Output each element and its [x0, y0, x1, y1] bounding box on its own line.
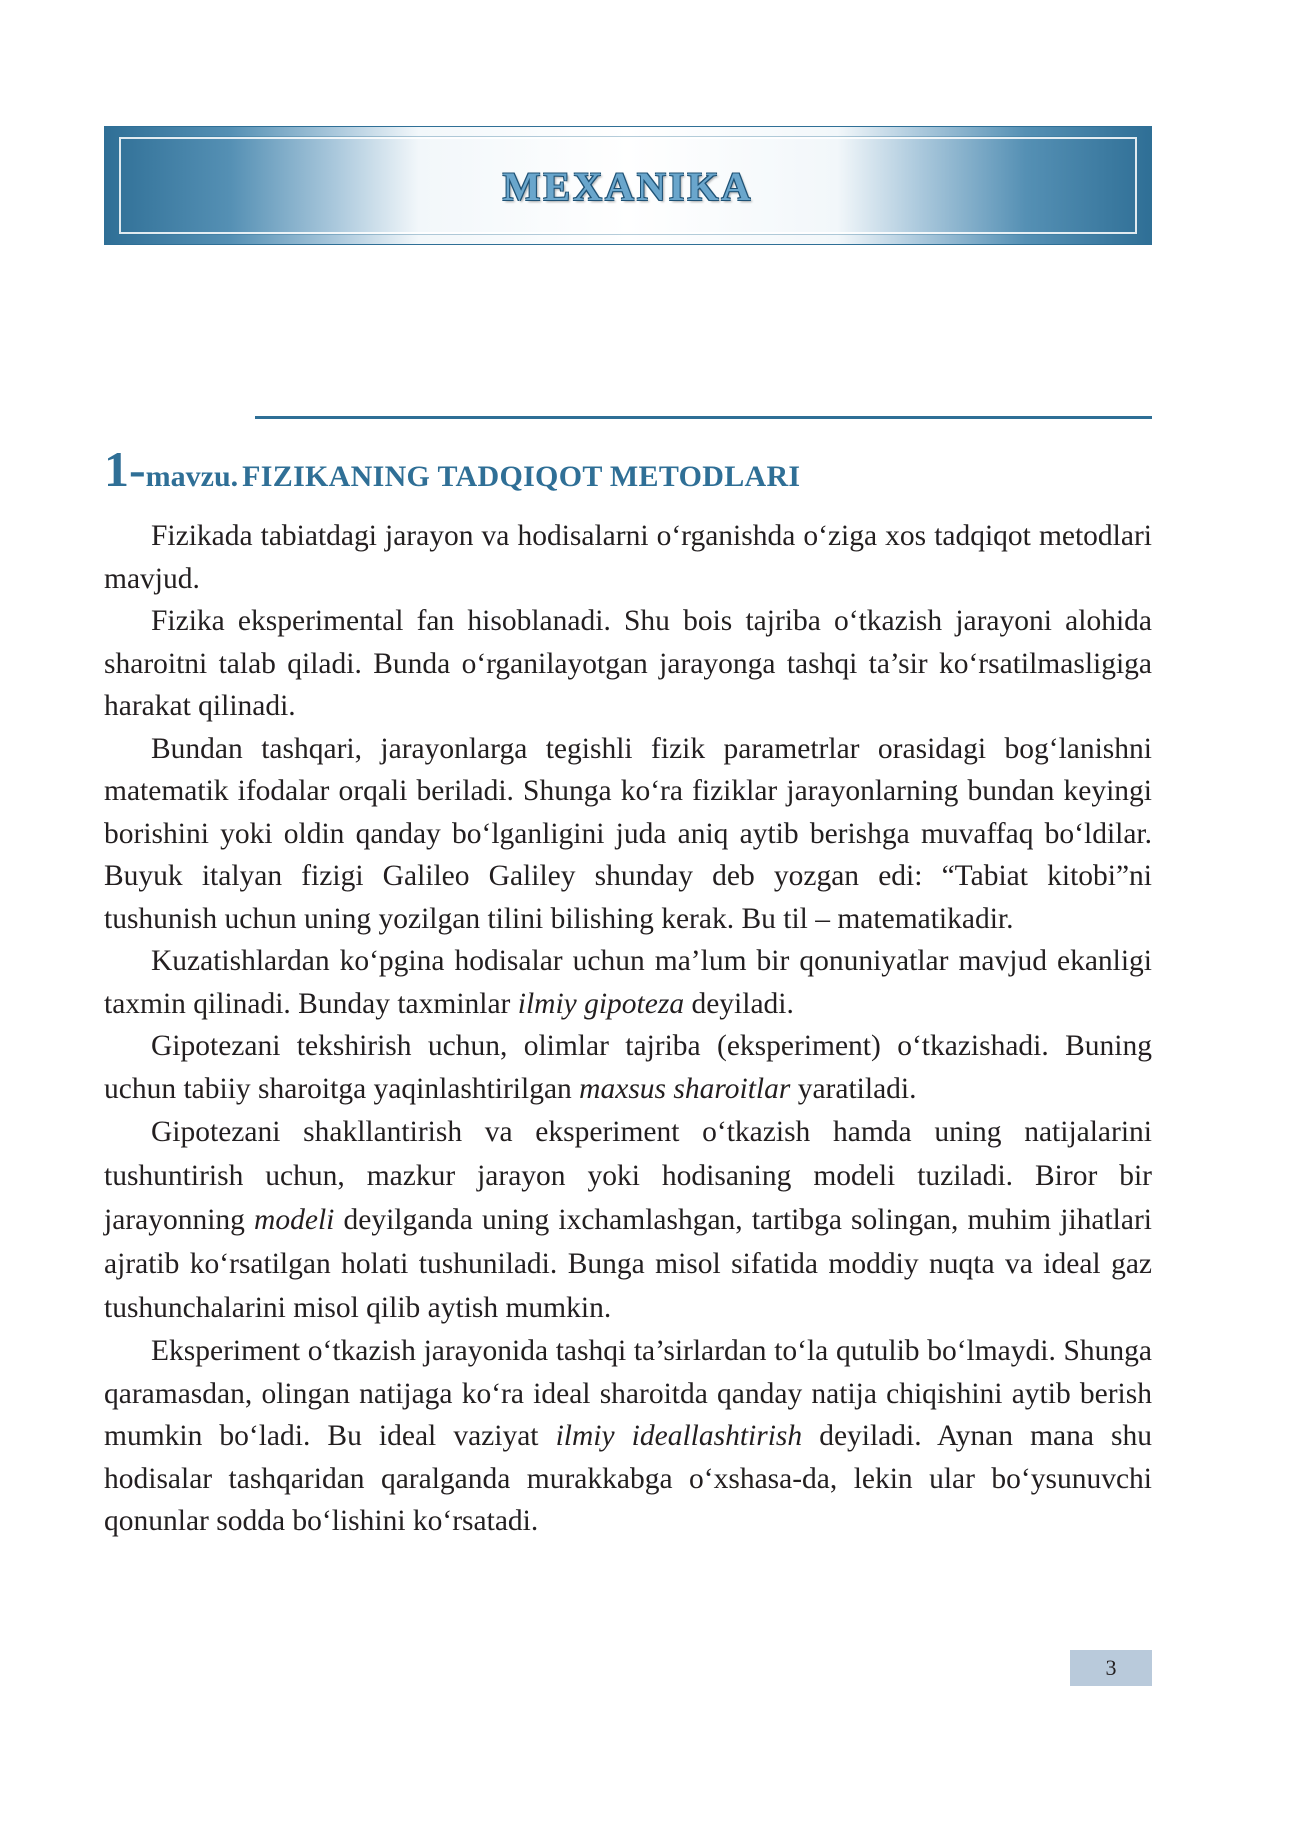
paragraph: [104, 1330, 1152, 1543]
paragraph: [104, 1025, 1152, 1110]
paragraph-text: Eksperiment o‘tkazish jarayonida tashqi ta’sirlardan to‘la qutulib bo‘lmaydi. Shunga qaramasdan, olingan natijaga ko‘ra ideal sharoitda qanday natija chiqishini aytib berish mumkin bo‘ladi. Bu ideal vaziyat: [104, 1335, 1152, 1452]
topic-number: 1-: [104, 441, 146, 497]
topic-heading: [104, 440, 1152, 498]
paragraph-text: yaratiladi.: [790, 1072, 917, 1105]
paragraph-text: Gipotezani shakllantirish va eksperiment o‘tkazish hamda uning natijalarini tushuntirish uchun, mazkur jarayon yoki hodisaning modeli tuziladi. Biror bir jarayonning: [104, 1116, 1152, 1236]
italic-term: maxsus sharoitlar: [579, 1072, 791, 1105]
paragraph-text: Kuzatishlardan ko‘pgina hodisalar uchun ma’lum bir qonuniyatlar mavjud ekanligi taxmin qilinadi. Bunday taxminlar: [104, 945, 1152, 1020]
topic-divider: [255, 416, 1152, 419]
paragraph: Fizikada tabiatdagi jarayon va hodisalarni o‘rganishda o‘ziga xos tadqiqot metodlari mavjud.: [104, 520, 1152, 595]
italic-term: ilmiy ideallashtirish: [555, 1420, 803, 1452]
paragraph-text: deyiladi. Aynan mana shu hodisalar tashqaridan qaralganda murakkabga o‘xshasa-da, lekin ular bo‘ysunuvchi qonunlar sodda bo‘lishini ko‘rsatadi.: [104, 1420, 1153, 1537]
section-title: MEXANIKA: [502, 164, 754, 209]
paragraph-text: deyiladi.: [684, 987, 794, 1020]
topic-label: mavzu.: [145, 460, 239, 493]
italic-term: ilmiy gipoteza: [517, 987, 685, 1020]
paragraph: Fizika eksperimental fan hisoblanadi. Shu bois tajriba o‘tkazish jarayoni alohida sharoitni talab qiladi. Bunda o‘rganilayotgan jarayonga tashqi ta’sir ko‘rsatilmasligiga harakat qilinadi.: [104, 605, 1152, 722]
paragraph: [104, 1110, 1152, 1330]
paragraph: Bundan tashqari, jarayonlarga tegishli fizik parametrlar orasidagi bog‘lanishni matematik ifodalar orqali beriladi. Shunga ko‘ra fiziklar jarayonlarning bundan keyingi borishini yoki oldin qanday bo‘lganligini juda aniq aytib berishga muvaffaq bo‘ldilar. Buyuk italyan fizigi Galileo Galiley shunday deb yozgan edi: “Tabiat kitobi”ni tushunish uchun uning yozilgan tilini bilishing kerak. Bu til – matematikadir.: [104, 732, 1152, 935]
italic-term: modeli: [254, 1204, 335, 1236]
body-text: [104, 515, 1152, 1543]
topic-title: FIZIKANING TADQIQOT METODLARI: [242, 460, 801, 493]
page-number: 3: [1070, 1650, 1152, 1686]
paragraph: [104, 940, 1152, 1025]
section-banner: [104, 126, 1152, 245]
paragraph-text: deyilganda uning ixchamlashgan, tartibga solingan, muhim jihatlari ajratib ko‘rsatilgan holati tushuniladi. Bunga misol sifatida moddiy nuqta va ideal gaz tushunchalarini misol qilib aytish mumkin.: [104, 1204, 1152, 1324]
paragraph-text: Gipotezani tekshirish uchun, olimlar tajriba (eksperiment) o‘tkazishadi. Buning uchun tabiiy sharoitga yaqinlashtirilgan: [104, 1030, 1152, 1105]
